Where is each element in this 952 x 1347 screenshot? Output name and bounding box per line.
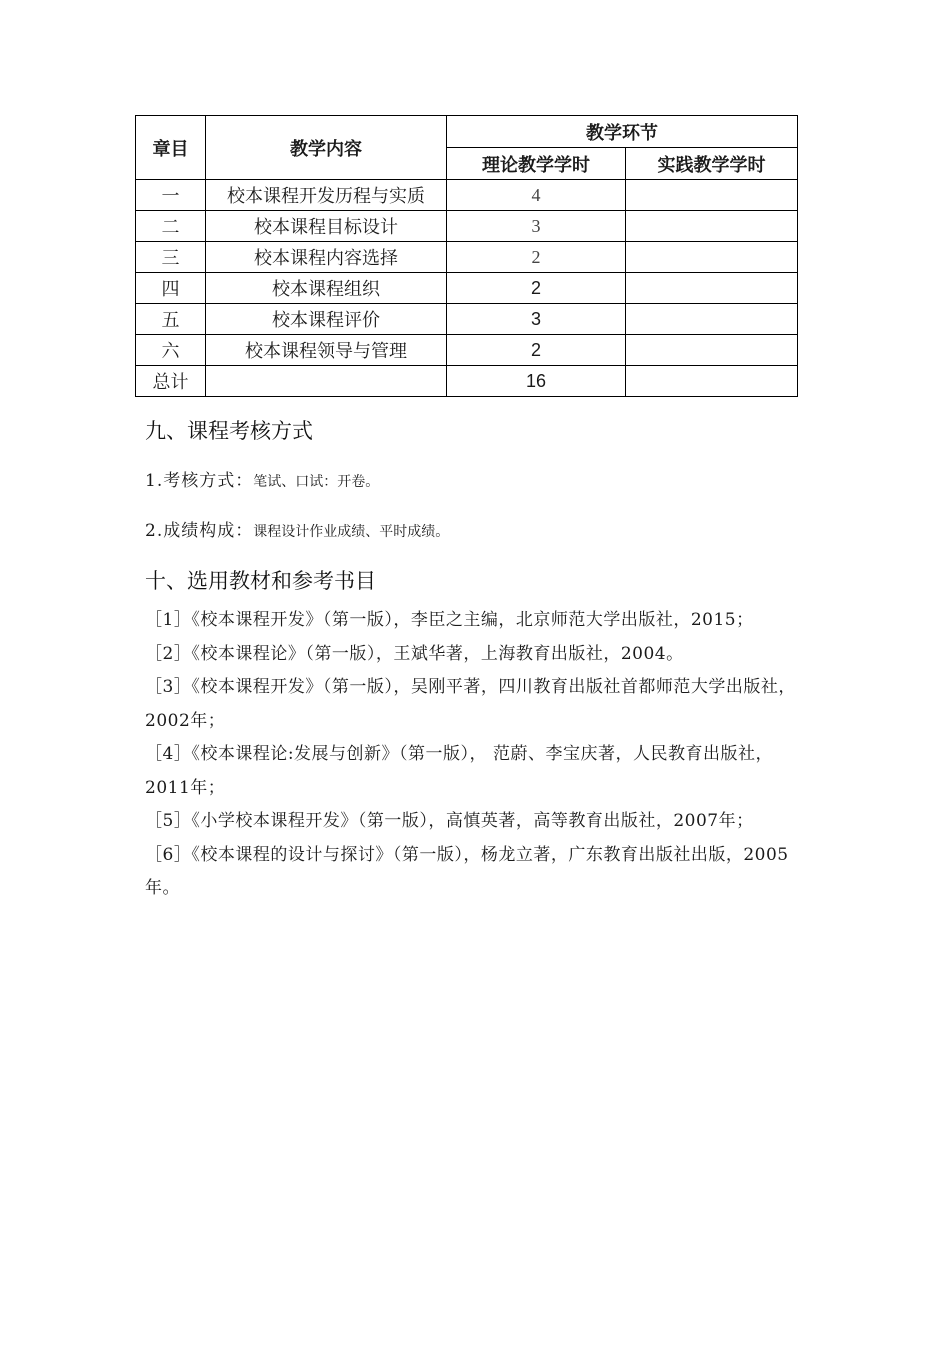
reference-item: ［4］《校本课程论:发展与创新》（第一版）， 范蔚、李宝庆著，人民教育出版社，2011年； <box>145 744 773 798</box>
header-theory-hours: 理论教学学时 <box>447 148 626 180</box>
header-chapter: 章目 <box>136 116 206 180</box>
row-practice-hours <box>626 180 798 211</box>
header-content: 教学内容 <box>206 116 447 180</box>
table-row <box>136 180 798 211</box>
grade-composition <box>145 516 449 541</box>
total-label: 总计 <box>136 366 206 397</box>
table-header-row <box>136 116 798 148</box>
table-row <box>136 304 798 335</box>
row-theory-hours: 2 <box>447 242 626 273</box>
reference-item: ［5］《小学校本课程开发》（第一版），高慎英著，高等教育出版社，2007年； <box>145 811 754 831</box>
row-chapter: 二 <box>136 211 206 242</box>
total-practice-hours <box>626 366 798 397</box>
grade-composition-label: 2.成绩构成： <box>145 521 254 541</box>
reference-item: ［1］《校本课程开发》（第一版），李臣之主编，北京师范大学出版社，2015； <box>145 610 754 630</box>
assessment-method-value: 笔试、口试：开卷。 <box>253 474 380 490</box>
table-row <box>136 273 798 304</box>
row-chapter: 三 <box>136 242 206 273</box>
row-chapter: 六 <box>136 335 206 366</box>
header-practice-hours: 实践教学学时 <box>626 148 798 180</box>
row-practice-hours <box>626 273 798 304</box>
row-theory-hours: 3 <box>447 211 626 242</box>
row-content: 校本课程组织 <box>206 273 447 304</box>
table-total-row <box>136 366 798 397</box>
row-practice-hours <box>626 304 798 335</box>
reference-item: ［6］《校本课程的设计与探讨》（第一版），杨龙立著，广东教育出版社出版，2005年。 <box>145 844 789 898</box>
table-row <box>136 211 798 242</box>
total-content <box>206 366 447 397</box>
section-10-heading: 十、选用教材和参考书目 <box>145 569 376 593</box>
section-9-heading: 九、课程考核方式 <box>145 419 313 443</box>
row-chapter: 五 <box>136 304 206 335</box>
assessment-method-label: 1.考核方式： <box>145 471 254 491</box>
row-theory-hours: 2 <box>447 335 626 366</box>
row-content: 校本课程目标设计 <box>206 211 447 242</box>
row-practice-hours <box>626 211 798 242</box>
row-content: 校本课程内容选择 <box>206 242 447 273</box>
reference-item: ［2］《校本课程论》（第一版），王斌华著，上海教育出版社，2004。 <box>145 643 684 664</box>
row-theory-hours: 4 <box>447 180 626 211</box>
row-theory-hours: 3 <box>447 304 626 335</box>
row-content: 校本课程开发历程与实质 <box>206 180 447 211</box>
row-content: 校本课程领导与管理 <box>206 335 447 366</box>
row-chapter: 一 <box>136 180 206 211</box>
row-practice-hours <box>626 242 798 273</box>
assessment-method <box>145 466 379 491</box>
reference-list <box>145 604 815 906</box>
header-teaching-section: 教学环节 <box>447 116 798 148</box>
grade-composition-value: 课程设计作业成绩、平时成绩。 <box>253 524 450 540</box>
row-theory-hours: 2 <box>447 273 626 304</box>
row-chapter: 四 <box>136 273 206 304</box>
teaching-hours-table <box>135 115 798 397</box>
row-practice-hours <box>626 335 798 366</box>
total-theory-hours: 16 <box>447 366 626 397</box>
table-row <box>136 335 798 366</box>
row-content: 校本课程评价 <box>206 304 447 335</box>
reference-item: ［3］《校本课程开发》（第一版），吴刚平著，四川教育出版社首都师范大学出版社，2002年； <box>145 677 796 731</box>
table-row <box>136 242 798 273</box>
